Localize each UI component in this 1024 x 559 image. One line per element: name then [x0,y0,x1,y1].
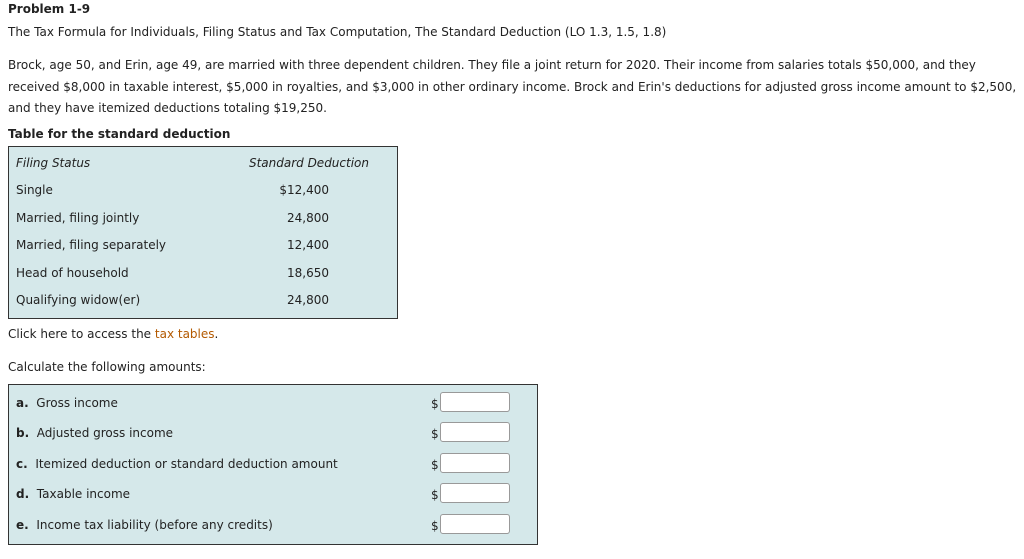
item-letter: d. [16,487,30,501]
tax-tables-line [8,327,218,341]
table-row [16,293,397,313]
gross-income-input[interactable] [440,392,510,412]
filing-status: Head of household [16,266,129,280]
deduction-amount: $12,400 [279,183,329,197]
answer-row-taxable-income [16,483,537,507]
deduction-amount: 24,800 [287,211,329,225]
tax-liability-input[interactable] [440,514,510,534]
link-suffix: . [214,327,219,341]
calc-heading: Calculate the following amounts: [8,360,206,374]
link-prefix: Click here to access the [8,327,155,341]
item-label: Gross income [36,396,118,410]
filing-status: Married, filing jointly [16,211,140,225]
deduction-amount: 12,400 [287,238,329,252]
table-header-row [16,156,397,176]
answer-row-gross-income [16,392,537,416]
table-row [16,266,397,286]
dollar-sign: $ [431,397,439,411]
deduction-amount: 18,650 [287,266,329,280]
item-letter: b. [16,426,30,440]
standard-deduction-table [8,146,398,319]
filing-status: Qualifying widow(er) [16,293,141,307]
table-row [16,211,397,231]
answer-row-agi [16,422,537,446]
filing-status: Single [16,183,53,197]
deduction-input[interactable] [440,453,510,473]
item-label: Income tax liability (before any credits) [36,518,273,532]
problem-text: Brock, age 50, and Erin, age 49, are married with three dependent children. They file a joint return for 2020. Their income from salaries totals $50,000, and they received $8,000 in taxable interest, $5,000 in royalties, and $3,000 in other ordinary income. Brock and Erin's deductions for adjusted gross income amount to $2,500, and they have itemized deductions totaling $19,250. [8,58,1017,115]
header-filing-status: Filing Status [16,156,91,170]
agi-input[interactable] [440,422,510,442]
table-row [16,183,397,203]
answer-row-deduction [16,453,537,477]
dollar-sign: $ [431,488,439,502]
item-label: Itemized deduction or standard deduction amount [35,457,338,471]
dollar-sign: $ [431,427,439,441]
taxable-income-input[interactable] [440,483,510,503]
filing-status: Married, filing separately [16,238,167,252]
item-letter: c. [16,457,28,471]
table-heading: Table for the standard deduction [8,127,231,141]
header-standard-deduction: Standard Deduction [248,156,369,170]
answer-row-tax-liability [16,514,537,538]
item-label: Adjusted gross income [36,426,174,440]
problem-title: Problem 1-9 [8,2,91,16]
table-row [16,238,397,258]
item-label: Taxable income [36,487,131,501]
dollar-sign: $ [431,458,439,472]
problem-subtitle: The Tax Formula for Individuals, Filing Status and Tax Computation, The Standard Deduction (LO 1.3, 1.5, 1.8) [8,25,667,39]
tax-tables-link[interactable]: tax tables [154,327,215,341]
dollar-sign: $ [431,519,439,533]
answer-table [8,384,538,545]
deduction-amount: 24,800 [287,293,329,307]
item-letter: e. [16,518,29,532]
item-letter: a. [16,396,29,410]
